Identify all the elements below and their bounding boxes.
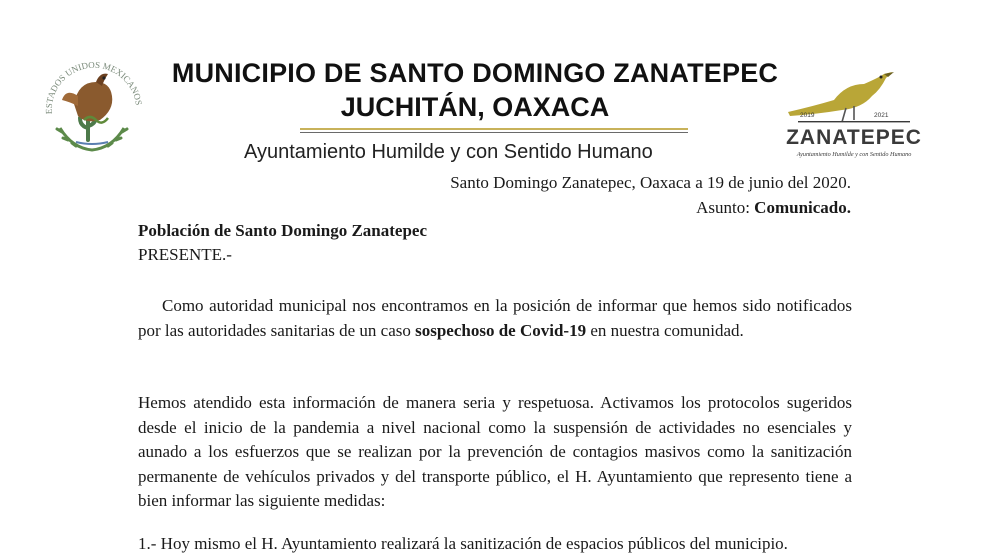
letter-dateline: Santo Domingo Zanatepec, Oaxaca a 19 de junio del 2020.: [450, 173, 851, 192]
paragraph-1: [138, 294, 852, 343]
logo-name: ZANATEPEC: [786, 126, 922, 149]
zanate-bird-icon: [784, 62, 924, 162]
header-divider-thin: [300, 132, 688, 133]
letter-subject: [696, 198, 851, 218]
paragraph-3: 1.- Hoy mismo el H. Ayuntamiento realizará la sanitización de espacios públicos del municipio.: [138, 534, 788, 553]
paragraph-1-text-a: Como autoridad municipal nos encontramos en la posición de informar que hemos sido notificados por las autoridades sanitarias de un caso: [138, 296, 852, 340]
subject-value: Comunicado.: [754, 198, 851, 217]
letter-addressee: Población de Santo Domingo Zanatepec: [138, 221, 428, 240]
subject-label: Asunto:: [696, 198, 750, 217]
document-title-line1: MUNICIPIO DE SANTO DOMINGO ZANATEPEC: [171, 58, 779, 88]
header-divider: [300, 128, 688, 130]
document-title-line2: JUCHITÁN, OAXACA: [340, 92, 610, 122]
seal-arc-text: ESTADOS UNIDOS MEXICANOS: [43, 59, 144, 115]
paragraph-1-text-b: en nuestra comunidad.: [590, 320, 744, 340]
mexican-coat-of-arms-icon: [38, 48, 146, 160]
logo-year-start: 2019: [800, 112, 815, 119]
logo-year-end: 2021: [874, 112, 889, 119]
header-motto: Ayuntamiento Humilde y con Sentido Humano: [244, 141, 653, 163]
logo-tagline: Ayuntamiento Humilde y con Sentido Humano: [796, 151, 912, 158]
paragraph-2: Hemos atendido esta información de manera seria y respetuosa. Activamos los protocolos sugeridos desde el inicio de la pandemia a nivel nacional como la suspensión de actividades no esenciales y aunado a los esfuerzos que se realizan por la prevención de contagios masivos como la sanitización permanente de vehículos privados y del transporte público, el H. Ayuntamiento que represento tiene a bien informar las siguiente medidas:: [138, 393, 852, 511]
letter-salutation: PRESENTE.-: [138, 245, 232, 264]
paragraph-1-emphasis: sospechoso de Covid-19: [415, 320, 587, 340]
